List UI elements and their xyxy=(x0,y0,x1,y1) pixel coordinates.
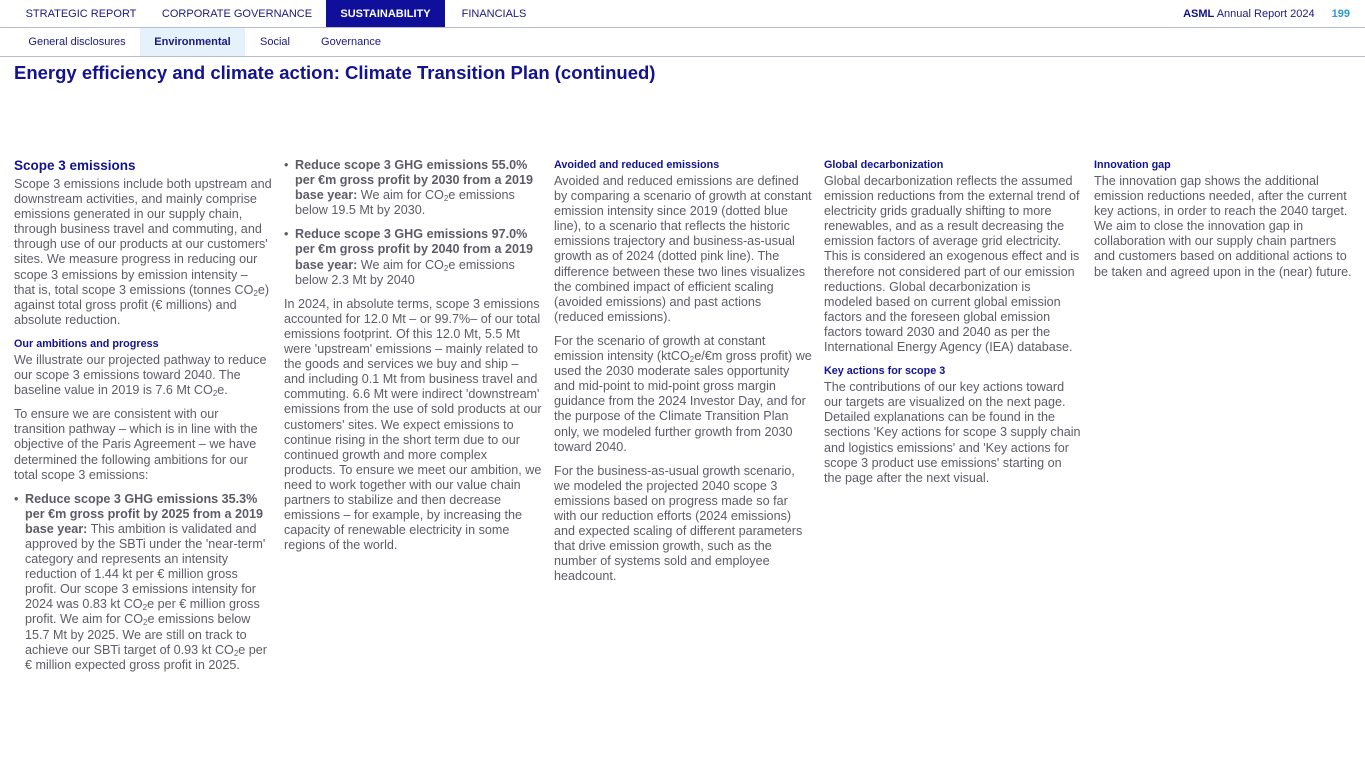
tab-corporate-governance[interactable]: CORPORATE GOVERNANCE xyxy=(161,8,313,20)
heading-global-decarbonization: Global decarbonization xyxy=(824,159,944,171)
subtab-general-disclosures[interactable]: General disclosures xyxy=(28,36,126,48)
column-4 xyxy=(824,158,1082,495)
subtab-governance[interactable]: Governance xyxy=(321,36,381,48)
ambition-2030: • Reduce scope 3 GHG emissions 55.0% per €m gross profit by 2030 from a 2019 base year: We aim for $CO_2e$ emissions below 19.5 Mt by 2030. xyxy=(284,158,542,218)
report-brand xyxy=(1183,0,1350,28)
tab-financials[interactable]: FINANCIALS xyxy=(461,8,527,20)
subtab-environmental[interactable]: Environmental xyxy=(140,28,245,56)
decarbonization-paragraph: Global decarbonization reflects the assumed emission reductions from the external trend of electricity grids gradually shifting to more renewables, and as a result decreasing the emission factors of average grid electricity. This is considered an exogenous effect and is therefore not considered part of our emission reductions. Global decarbonization is modeled based on current global emission factors and the foreseen global emission factors toward 2030 and 2040 as per the International Energy Agency (IEA) database. xyxy=(824,174,1080,355)
ambitions-list-continued xyxy=(284,158,542,288)
ambitions-list xyxy=(14,492,272,673)
column-5 xyxy=(1094,158,1352,289)
paris-paragraph: To ensure we are consistent with our transition pathway – which is in line with the objective of the Paris Agreement – we have determined the following ambitions for our total scope 3 emissions: xyxy=(14,407,258,482)
ambition-2025: • Reduce scope 3 GHG emissions 35.3% per €m gross profit by 2025 from a 2019 base year: This ambition is validated and approved by the SBTi under the 'near-term' category and represents an intensity reduction of 1.44 kt per € million gross profit. Our scope 3 emissions intensity for 2024 was 0.83 kt $CO_2e$ per € million gross profit. We aim for $CO_2e$ emissions below 15.7 Mt by 2025. We are still on track to achieve our SBTi target of 0.93 kt $CO_2e$ per € million expected gross profit in 2025. xyxy=(14,492,272,673)
page-title: Energy efficiency and climate action: Climate Transition Plan (continued) xyxy=(14,62,656,83)
top-nav xyxy=(0,0,1365,28)
scope3-intro: Scope 3 emissions include both upstream and downstream activities, and mainly comprise emissions generated in our supply chain, through business travel and commuting, and through use of our products at our customers' sites. We measure progress in reducing our scope 3 emissions by emission intensity – that is, total scope 3 emissions (tonnes $CO_2e$) against total gross profit (€ millions) and absolute reduction. xyxy=(14,177,272,327)
column-3 xyxy=(554,158,812,593)
subtab-social[interactable]: Social xyxy=(260,36,290,48)
column-1 xyxy=(14,158,272,682)
avoided-paragraph: Avoided and reduced emissions are defined by comparing a scenario of growth at constant emission intensity since 2019 (dotted blue line), to a scenario that reflects the historic emissions trajectory and business-as-usual growth as of 2024 (dotted pink line). The difference between these two lines visualizes the combined impact of efficient scaling (avoided emissions) and past actions (reduced emissions). xyxy=(554,174,812,324)
sub-nav xyxy=(0,28,1365,57)
ambition-2040: • Reduce scope 3 GHG emissions 97.0% per €m gross profit by 2040 from a 2019 base year: We aim for $CO_2e$ emissions below 2.3 Mt by 2040 xyxy=(284,227,542,287)
heading-avoided-reduced: Avoided and reduced emissions xyxy=(554,159,720,171)
pathway-paragraph: We illustrate our projected pathway to reduce our scope 3 emissions toward 2040. The baseline value in 2019 is 7.6 Mt $CO_2e$. xyxy=(14,352,267,399)
page-number: 199 xyxy=(1331,8,1350,20)
tab-sustainability[interactable]: SUSTAINABILITY xyxy=(326,0,445,27)
innovation-gap-paragraph: The innovation gap shows the additional emission reductions needed, after the current key actions, in order to reach the 2040 target. We aim to close the innovation gap in collaboration with our supply chain partners and customers based on additional actions to be taken and agreed upon in the (near) future. xyxy=(1094,174,1352,279)
heading-scope-3-emissions: Scope 3 emissions xyxy=(14,158,136,173)
heading-innovation-gap: Innovation gap xyxy=(1094,159,1171,171)
brand-name: ASML xyxy=(1183,8,1215,20)
heading-key-actions: Key actions for scope 3 xyxy=(824,365,946,378)
absolute-terms-paragraph: In 2024, in absolute terms, scope 3 emissions accounted for 12.0 Mt – or 99.7%– of our total emissions footprint. Of this 12.0 Mt, 5.5 Mt were 'upstream' emissions – mainly related to the goods and services we buy and ship – and including 0.1 Mt from business travel and commuting. 6.6 Mt were indirect 'downstream' emissions from the use of sold products at our customers' sites. We expect emissions to continue rising in the short term due to our continued growth and more complex products. To ensure we meet our ambition, we need to work together with our value chain partners to stabilize and then decrease emissions – for example, by increasing the capacity of renewable electricity in some regions of the world. xyxy=(284,296,542,553)
report-name: Annual Report 2024 xyxy=(1216,8,1315,20)
key-actions-paragraph: The contributions of our key actions toward our targets are visualized on the next page. Detailed explanations can be found in the sections 'Key actions for scope 3 supply chain and logistics emissions' and 'Key actions for scope 3 product use emissions' starting on the page after the next visual. xyxy=(824,380,1081,485)
tab-strategic-report[interactable]: STRATEGIC REPORT xyxy=(25,8,137,20)
column-2 xyxy=(284,158,542,562)
heading-ambitions-progress: Our ambitions and progress xyxy=(14,337,159,350)
business-as-usual-paragraph: For the business-as-usual growth scenario, we modeled the projected 2040 scope 3 emissions based on progress made so far with our reduction efforts (2024 emissions) and expected scaling of different parameters that drive emission growth, such as the number of systems sold and employee headcount. xyxy=(554,463,803,584)
constant-intensity-paragraph: For the scenario of growth at constant emission intensity (ktCO$_2$e/€m gross profit) we used the 2030 moderate sales opportunity and mid-point to mid-point gross margin guidance from the 2024 Investor Day, and for the purpose of the Climate Transition Plan only, we modeled further growth from 2030 toward 2040. xyxy=(554,333,812,454)
